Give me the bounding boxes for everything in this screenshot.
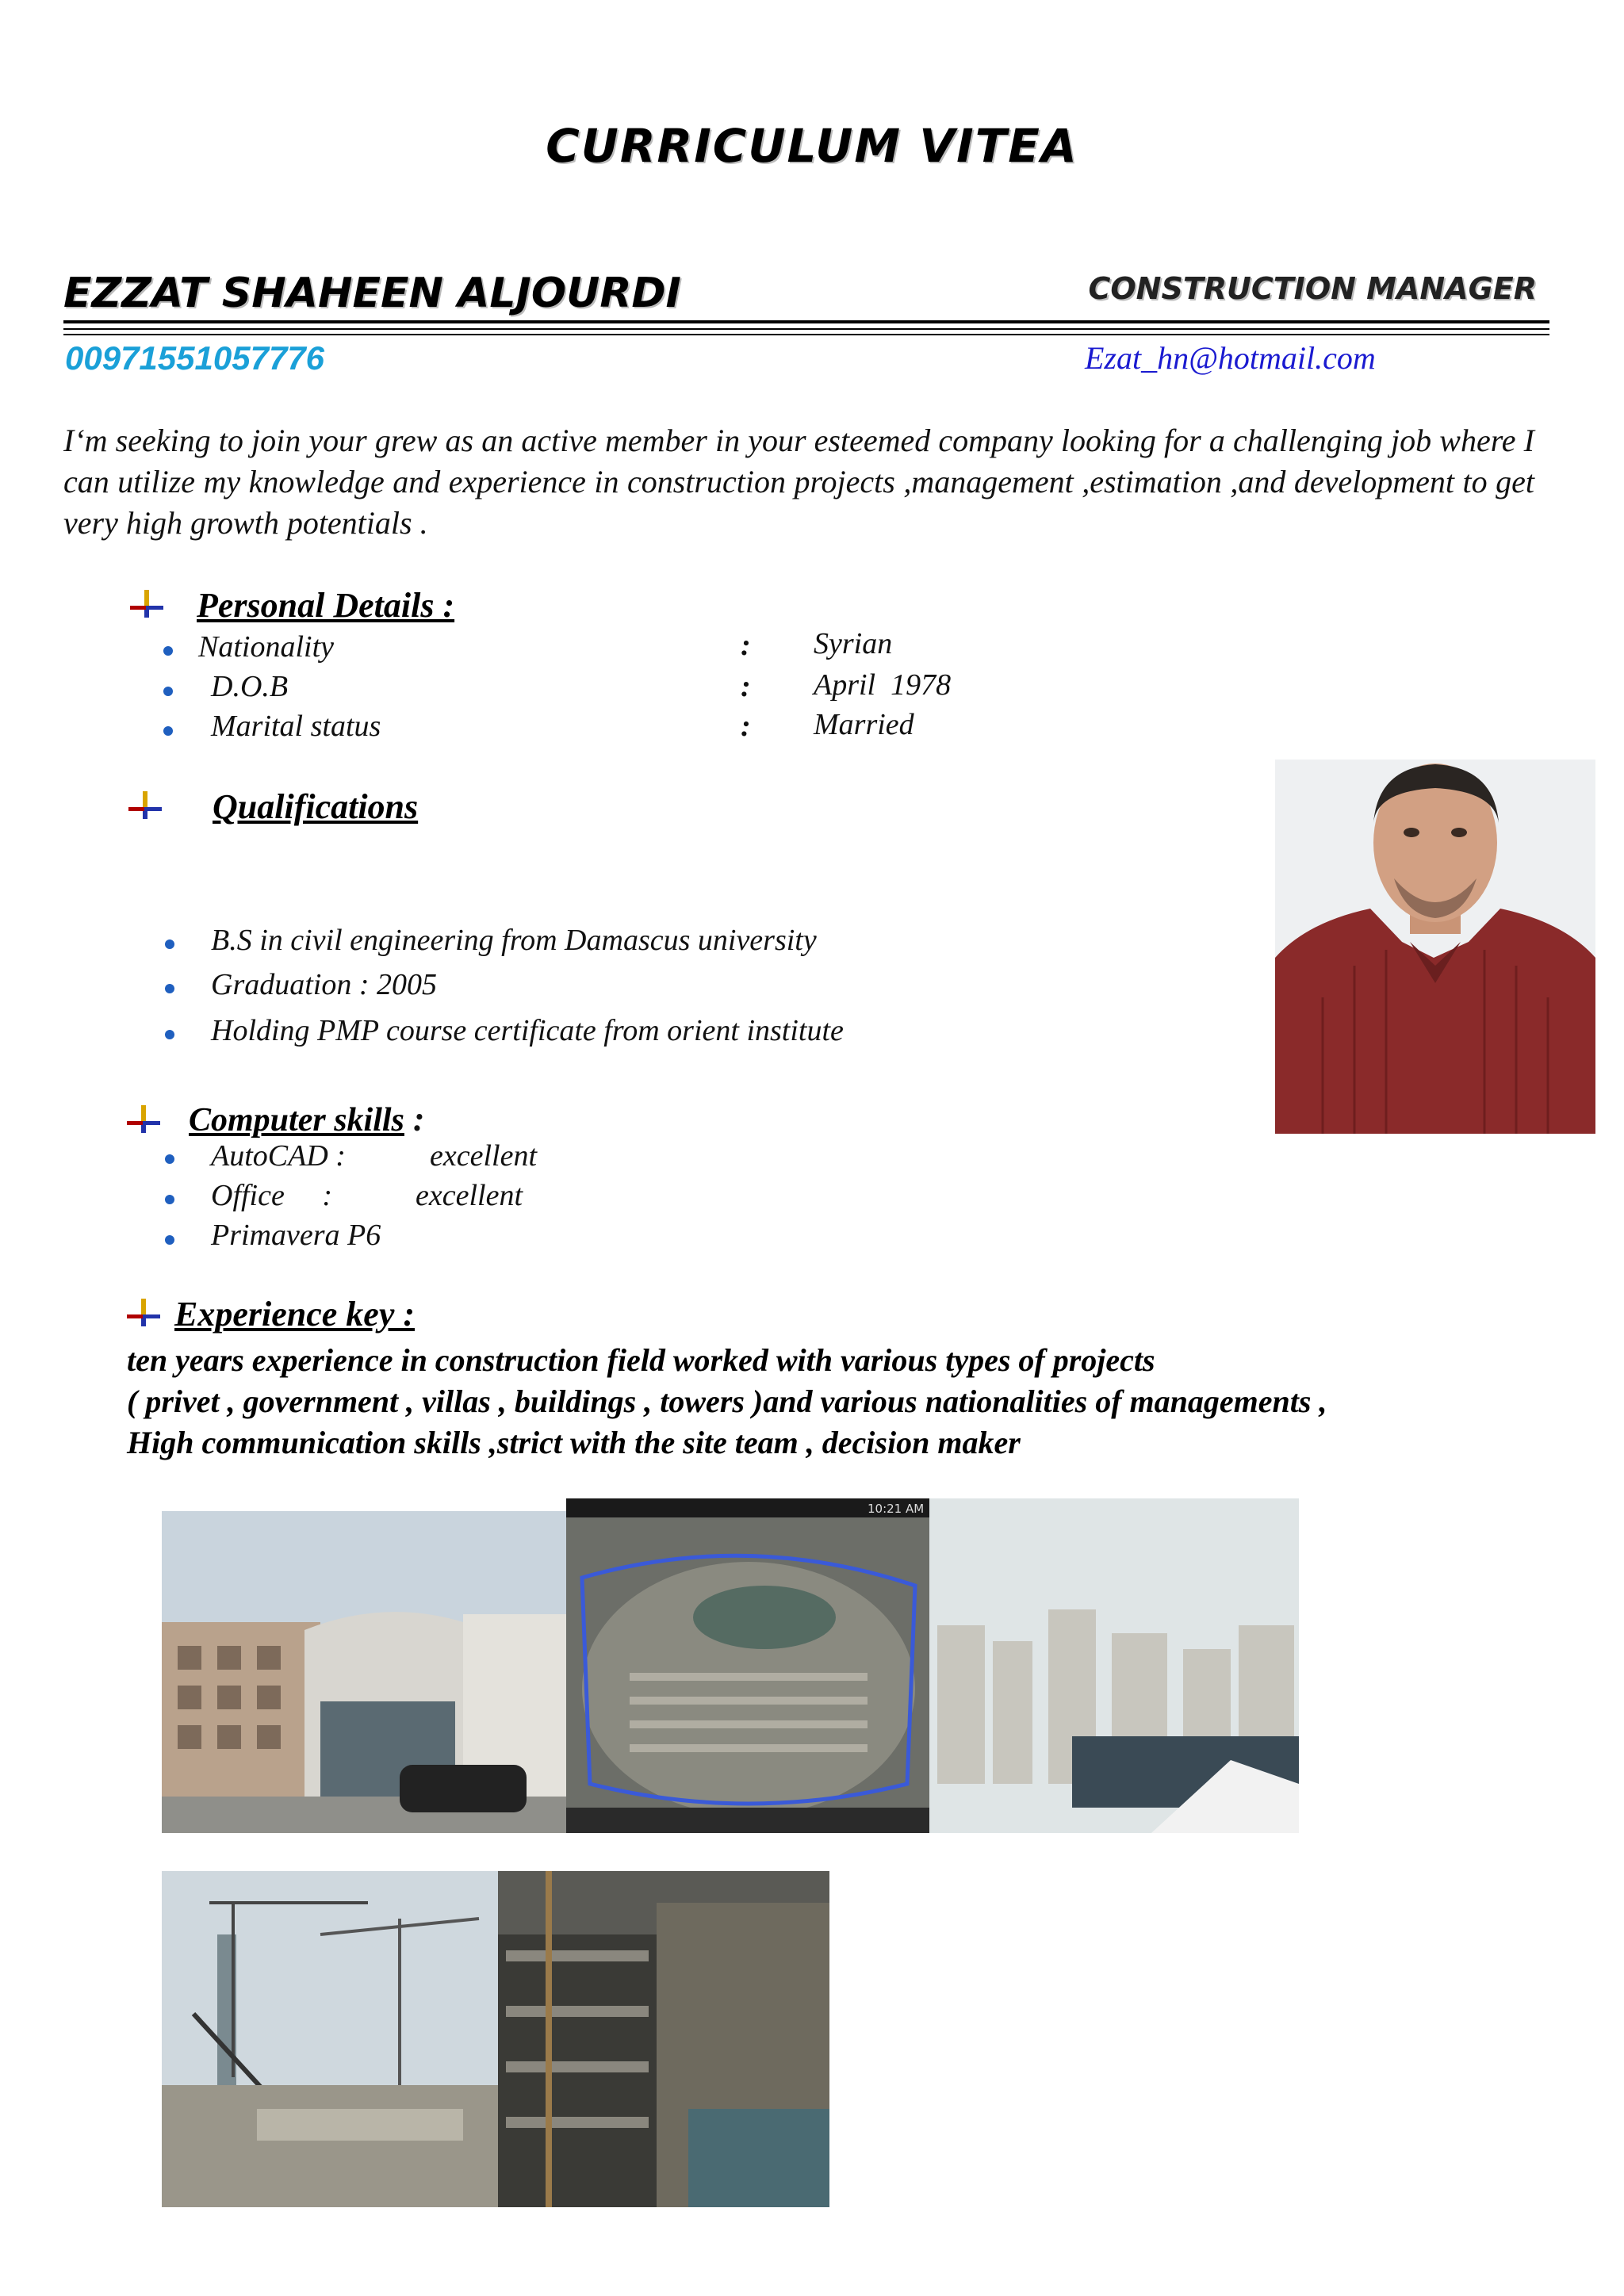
- experience-line: ( privet , government , villas , buildings , towers )and various nationalities of managements ,: [127, 1383, 1327, 1419]
- project-photo-cranes: [162, 1871, 498, 2207]
- objective-paragraph: I‘m seeking to join your grew as an active member in your esteemed company looking for a challenging job where I can utilize my knowledge and experience in construction projects ,management ,estimation ,and development to get very high growth potentials .: [63, 423, 1534, 541]
- bullet-icon: [163, 726, 173, 736]
- dob-value: April 1978: [814, 668, 952, 702]
- profile-photo: [1275, 760, 1595, 1134]
- skill-label: AutoCAD :: [211, 1139, 346, 1173]
- personal-details-heading: Personal Details :: [197, 586, 455, 625]
- header-divider: [63, 328, 1549, 330]
- nationality-value: Syrian: [814, 627, 893, 660]
- experience-line: ten years experience in construction field worked with various types of projects: [127, 1342, 1155, 1378]
- section-arrow-icon: [127, 790, 165, 821]
- phone-number[interactable]: 00971551057776: [65, 339, 325, 377]
- experience-summary: [127, 1340, 1327, 1464]
- bullet-icon: [163, 646, 173, 656]
- project-photo-site-map: [566, 1498, 929, 1833]
- project-photo-structure: [498, 1871, 829, 2207]
- job-title: CONSTRUCTION MANAGER: [1088, 271, 1537, 306]
- candidate-name: EZZAT SHAHEEN ALJOURDI: [63, 270, 681, 317]
- bullet-icon: [165, 1235, 174, 1245]
- bullet-icon: [165, 1195, 174, 1204]
- marital-status-separator: :: [741, 710, 751, 743]
- status-time: 10:21 AM: [868, 1502, 925, 1516]
- bullet-icon: [165, 939, 174, 949]
- bullet-icon: [163, 687, 173, 696]
- bullet-icon: [165, 1030, 174, 1039]
- qualification-item: Graduation : 2005: [211, 968, 437, 1001]
- marital-status-label: Marital status: [211, 710, 381, 743]
- header-divider: [63, 320, 1549, 323]
- bullet-icon: [165, 1154, 174, 1164]
- skill-label: Primavera P6: [211, 1219, 381, 1252]
- experience-line: High communication skills ,strict with the site team , decision maker: [127, 1425, 1021, 1460]
- skill-value: excellent: [430, 1139, 538, 1173]
- qualification-item: B.S in civil engineering from Damascus university: [211, 924, 817, 957]
- dob-separator: :: [741, 670, 751, 703]
- qualifications-heading: Qualifications: [213, 787, 419, 826]
- nationality-label: Nationality: [198, 630, 334, 664]
- dob-label: D.O.B: [211, 670, 289, 703]
- email-link[interactable]: Ezat_hn@hotmail.com: [1085, 340, 1376, 376]
- qualification-item: Holding PMP course certificate from orient institute: [211, 1014, 844, 1047]
- nationality-separator: :: [741, 629, 751, 662]
- marital-status-value: Married: [814, 708, 914, 741]
- document-title: CURRICULUM VITEA: [546, 119, 1078, 173]
- project-photo-building: [162, 1511, 566, 1833]
- experience-heading: Experience key :: [174, 1295, 415, 1334]
- computer-skills-heading: Computer skills: [189, 1102, 404, 1138]
- section-arrow-icon: [128, 588, 167, 620]
- section-arrow-icon: [125, 1104, 163, 1135]
- project-photo-skyline: [929, 1498, 1299, 1833]
- computer-skills-heading-colon: :: [404, 1100, 425, 1138]
- skill-label: Office :: [211, 1179, 333, 1212]
- skill-value: excellent: [416, 1179, 523, 1212]
- section-arrow-icon: [125, 1297, 163, 1329]
- header-divider: [63, 334, 1549, 335]
- bullet-icon: [165, 984, 174, 993]
- computer-skills-heading-row: [189, 1099, 425, 1139]
